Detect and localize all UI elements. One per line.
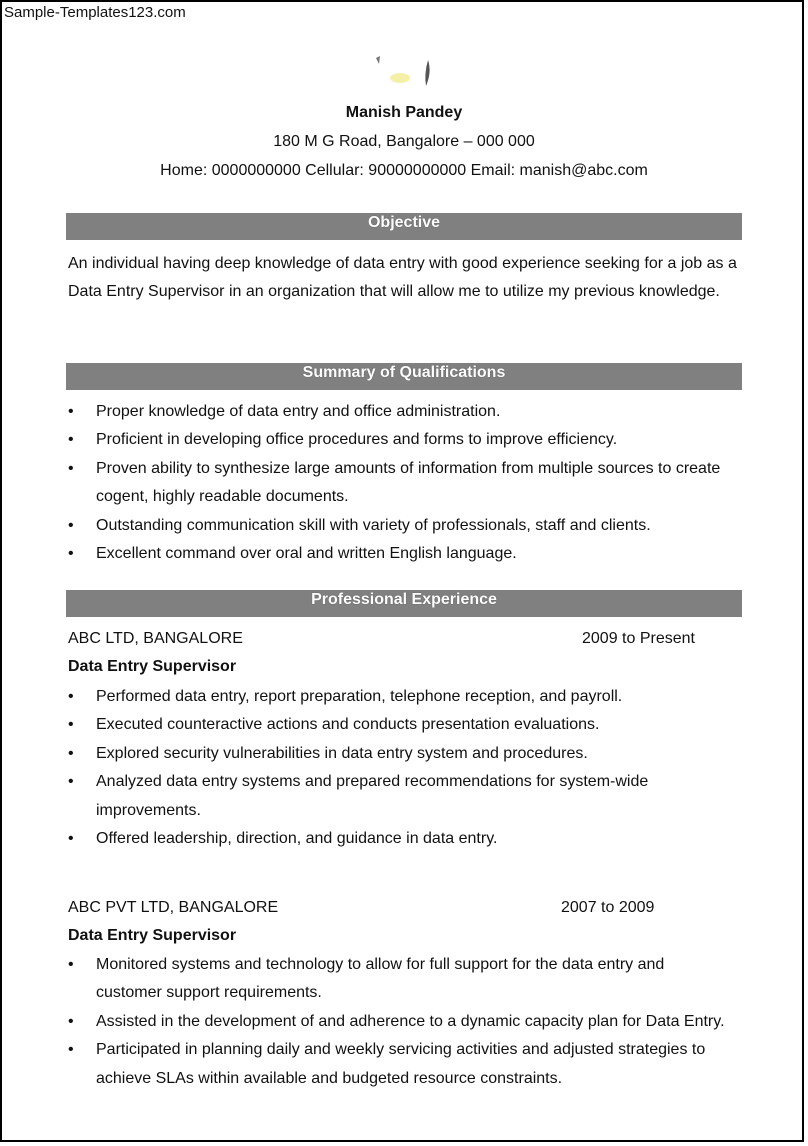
- experience-heading: Professional Experience: [66, 590, 742, 617]
- list-item: • Executed counteractive actions and conducts presentation evaluations.: [68, 711, 728, 739]
- bullet-icon: •: [68, 403, 74, 420]
- bullet-icon: •: [68, 744, 74, 762]
- summary-heading: Summary of Qualifications: [66, 363, 742, 390]
- list-item: • Explored security vulnerabilities in data entry system and procedures.: [68, 740, 728, 768]
- list-item: • Assisted in the development of and adherence to a dynamic capacity plan for Data Entry.: [68, 1008, 728, 1036]
- job-dates: 2009 to Present: [582, 630, 695, 647]
- list-item: • Participated in planning daily and weekly servicing activities and adjusted strategies to achieve SLAs within available and budgeted resource constraints.: [68, 1036, 728, 1093]
- summary-list: [68, 398, 728, 568]
- bullet-icon: •: [68, 1041, 74, 1059]
- bullet-icon: •: [68, 545, 74, 563]
- list-item: • Proper knowledge of data entry and office administration.: [68, 398, 728, 426]
- list-item: • Performed data entry, report preparation, telephone reception, and payroll.: [68, 683, 728, 711]
- bullet-icon: •: [68, 459, 74, 477]
- list-item: • Monitored systems and technology to allow for full support for the data entry and customer support requirements.: [68, 951, 728, 1008]
- list-item: • Excellent command over oral and written English language.: [68, 540, 728, 568]
- bullet-icon: •: [68, 431, 74, 449]
- list-item: • Analyzed data entry systems and prepared recommendations for system-wide improvements.: [68, 768, 728, 825]
- address: 180 M G Road, Bangalore – 000 000: [273, 133, 535, 150]
- list-item: • Offered leadership, direction, and guidance in data entry.: [68, 825, 728, 853]
- list-item: • Proven ability to synthesize large amounts of information from multiple sources to create cogent, highly readable documents.: [68, 455, 728, 512]
- bullet-icon: •: [68, 516, 74, 534]
- job-company: ABC LTD, BANGALORE: [68, 630, 243, 647]
- job-role: Data Entry Supervisor: [68, 927, 237, 944]
- job-dates: 2007 to 2009: [561, 899, 655, 916]
- bullet-icon: •: [68, 830, 74, 848]
- bullet-icon: •: [68, 1012, 74, 1030]
- candidate-name: Manish Pandey: [345, 104, 463, 121]
- watermark: Sample-Templates123.com: [4, 4, 186, 21]
- objective-heading: Objective: [66, 213, 742, 240]
- bullet-icon: •: [68, 773, 74, 791]
- bullet-icon: •: [68, 688, 74, 705]
- list-item: • Outstanding communication skill with variety of professionals, staff and clients.: [68, 512, 728, 540]
- logo-icon: [370, 52, 440, 92]
- job-company: ABC PVT LTD, BANGALORE: [68, 899, 279, 916]
- bullet-icon: •: [68, 716, 74, 734]
- job-duties-list: [68, 683, 728, 853]
- list-item: • Proficient in developing office procedures and forms to improve efficiency.: [68, 426, 728, 454]
- job-duties-list: [68, 951, 728, 1093]
- bullet-icon: •: [68, 956, 74, 973]
- contact-line: Home: 0000000000 Cellular: 90000000000 Email: manish@abc.com: [160, 162, 648, 179]
- job-role: Data Entry Supervisor: [68, 658, 237, 675]
- objective-text: An individual having deep knowledge of data entry with good experience seeking for a job as a Data Entry Supervisor in an organization that will allow me to utilize my previous knowledge.: [68, 255, 737, 301]
